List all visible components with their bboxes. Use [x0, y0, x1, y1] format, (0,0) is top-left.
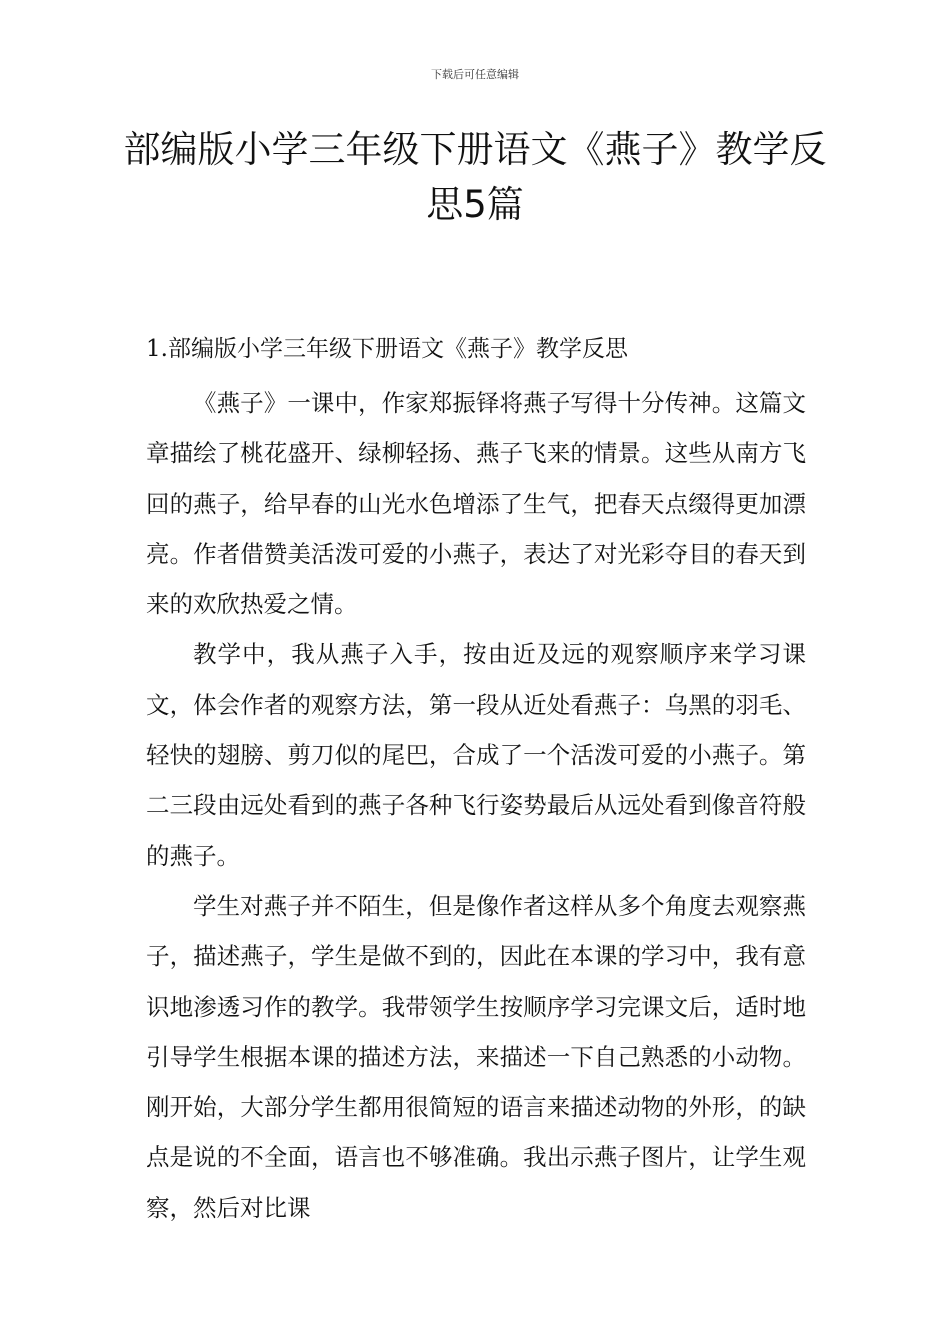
header-note: 下载后可任意编辑 — [431, 68, 519, 81]
section-heading: 1.部编版小学三年级下册语文《燕子》教学反思 — [146, 336, 628, 362]
paragraph: 教学中，我从燕子入手，按由近及远的观察顺序来学习课文，体会作者的观察方法，第一段从近处看燕子：乌黑的羽毛、轻快的翅膀、剪刀似的尾巴，合成了一个活泼可爱的小燕子。第二三段由远处看到的燕子各种飞行姿势最后从远处看到像音符般的燕子。 — [146, 640, 806, 870]
document-title: 部编版小学三年级下册语文《燕子》教学反思5篇 — [123, 128, 827, 226]
paragraph: 学生对燕子并不陌生，但是像作者这样从多个角度去观察燕子，描述燕子，学生是做不到的，因此在本课的学习中，我有意识地渗透习作的教学。我带领学生按顺序学习完课文后，适时地引导学生根据本课的描述方法，来描述一下自己熟悉的小动物。刚开始，大部分学生都用很简短的语言来描述动物的外形，的缺点是说的不全面，语言也不够准确。我出示燕子图片，让学生观察，然后对比课 — [146, 891, 806, 1222]
body-text — [146, 378, 806, 1233]
paragraph: 《燕子》一课中，作家郑振铎将燕子写得十分传神。这篇文章描绘了桃花盛开、绿柳轻扬、燕子飞来的情景。这些从南方飞回的燕子，给早春的山光水色增添了生气，把春天点缀得更加漂亮。作者借赞美活泼可爱的小燕子，表达了对光彩夺目的春天到来的欢欣热爱之情。 — [146, 389, 806, 619]
